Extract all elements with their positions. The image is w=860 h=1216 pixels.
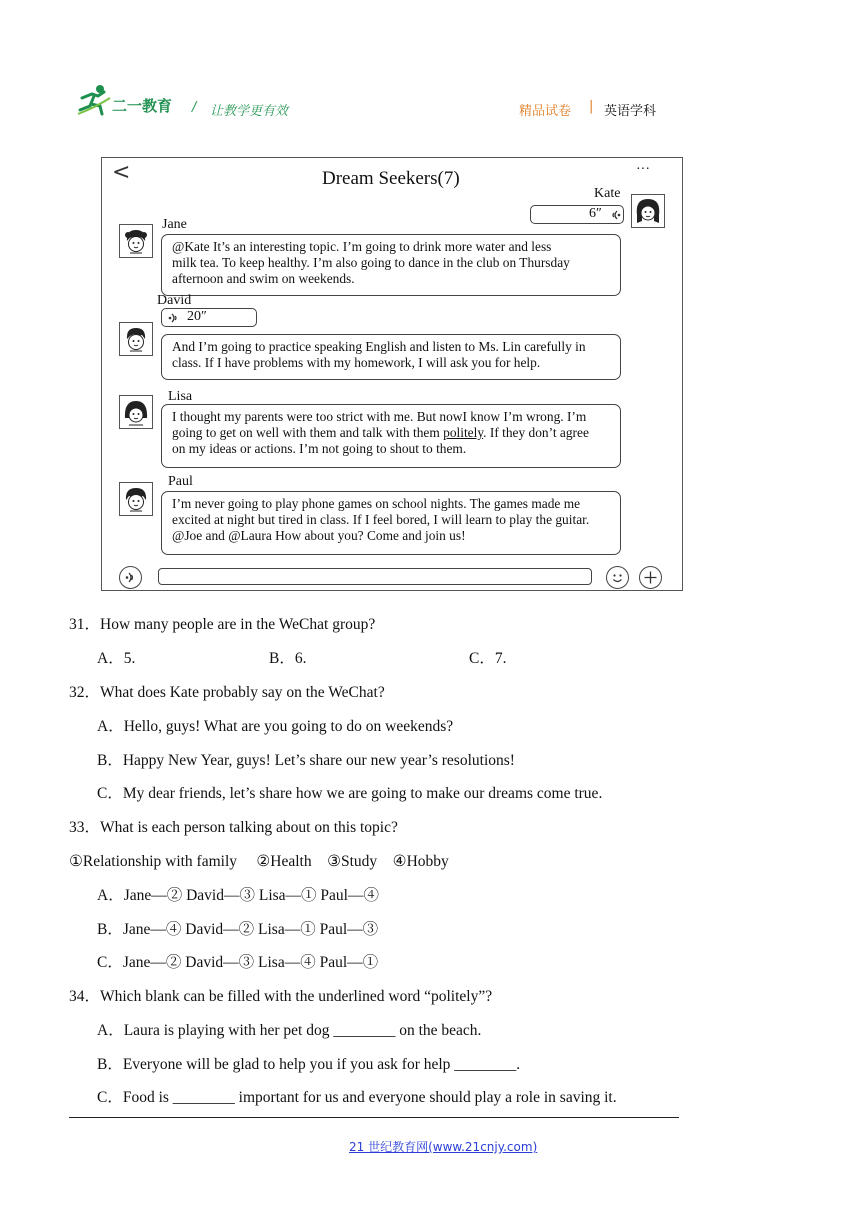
- message-text: going to get on well with them and talk with them: [172, 425, 444, 440]
- sender-name-kate: Kate: [594, 186, 621, 201]
- sender-name-lisa: Lisa: [168, 389, 193, 404]
- message-line: I thought my parents were too strict with me. But nowI know I’m wrong. I’m: [172, 409, 587, 424]
- slogan-separator: /: [192, 100, 197, 115]
- message-line: class. If I have problems with my homework, I will ask you for help.: [172, 355, 541, 370]
- sender-name-david: David: [157, 293, 192, 308]
- message-line: And I’m going to practice speaking English and listen to Ms. Lin carefully in: [172, 339, 586, 354]
- question-32-option-b: B．Happy New Year, guys! Let’s share our new year’s resolutions!: [97, 752, 515, 769]
- question-32-option-c: C．My dear friends, let’s share how we are going to make our dreams come true.: [97, 785, 603, 802]
- question-34-option-c: C．Food is ________ important for us and everyone should play a role in saving it.: [97, 1089, 617, 1106]
- message-line: milk tea. To keep healthy. I’m also going to dance in the club on Thursday: [172, 255, 570, 270]
- message-line: I’m never going to play phone games on school nights. The games made me: [172, 496, 581, 511]
- message-line: @Joe and @Laura How about you? Come and join us!: [172, 528, 466, 543]
- message-text: . If they don’t agree: [483, 425, 589, 440]
- header-label-premium: 精品试卷: [519, 104, 572, 119]
- header-separator: |: [589, 99, 594, 114]
- back-icon[interactable]: <: [112, 160, 131, 185]
- question-33-stem: 33．What is each person talking about on this topic?: [69, 819, 398, 836]
- message-line: on my ideas or actions. I’m not going to shout to them.: [172, 441, 467, 456]
- question-31-option-a: A．5.: [97, 650, 136, 667]
- logo-text: 二一教育: [112, 97, 173, 115]
- header-label-subject: 英语学科: [604, 104, 657, 119]
- question-33-topics: ①Relationship with family ②Health ③Study ④Hobby: [69, 853, 449, 870]
- chat-title: Dream Seekers(7): [322, 168, 460, 189]
- message-line: excited at night but tired in class. If I feel bored, I will learn to play the guitar.: [172, 512, 590, 527]
- message-line: afternoon and swim on weekends.: [172, 271, 355, 286]
- question-31-option-c: C．7.: [469, 650, 507, 667]
- question-31-option-b: B．6.: [269, 650, 307, 667]
- question-32-option-a: A．Hello, guys! What are you going to do on weekends?: [97, 718, 454, 735]
- voice-duration: 20″: [187, 309, 207, 324]
- footer-link[interactable]: 21 世纪教育网(www.21cnjy.com): [349, 1140, 538, 1154]
- sender-name-paul: Paul: [168, 474, 193, 489]
- question-33-option-b: B．Jane—④ David—② Lisa—① Paul—③: [97, 921, 379, 938]
- question-33-option-a: A．Jane—② David—③ Lisa—① Paul—④: [97, 887, 379, 904]
- more-icon[interactable]: ···: [636, 162, 650, 177]
- footer-rule: [69, 1117, 679, 1118]
- question-34-stem: 34．Which blank can be filled with the underlined word “politely”?: [69, 988, 493, 1005]
- sender-name-jane: Jane: [162, 217, 187, 232]
- voice-duration: 6″: [589, 206, 602, 221]
- question-34-option-b: B．Everyone will be glad to help you if you ask for help ________.: [97, 1056, 521, 1073]
- question-34-option-a: A．Laura is playing with her pet dog ________ on the beach.: [97, 1022, 482, 1039]
- question-32-stem: 32．What does Kate probably say on the WeChat?: [69, 684, 385, 701]
- question-33-option-c: C．Jane—② David—③ Lisa—④ Paul—①: [97, 954, 379, 971]
- underlined-word: politely: [443, 425, 484, 440]
- question-31-stem: 31．How many people are in the WeChat group?: [69, 616, 376, 633]
- message-line: @Kate It’s an interesting topic. I’m going to drink more water and less: [172, 239, 552, 254]
- slogan: 让教学更有效: [210, 104, 289, 119]
